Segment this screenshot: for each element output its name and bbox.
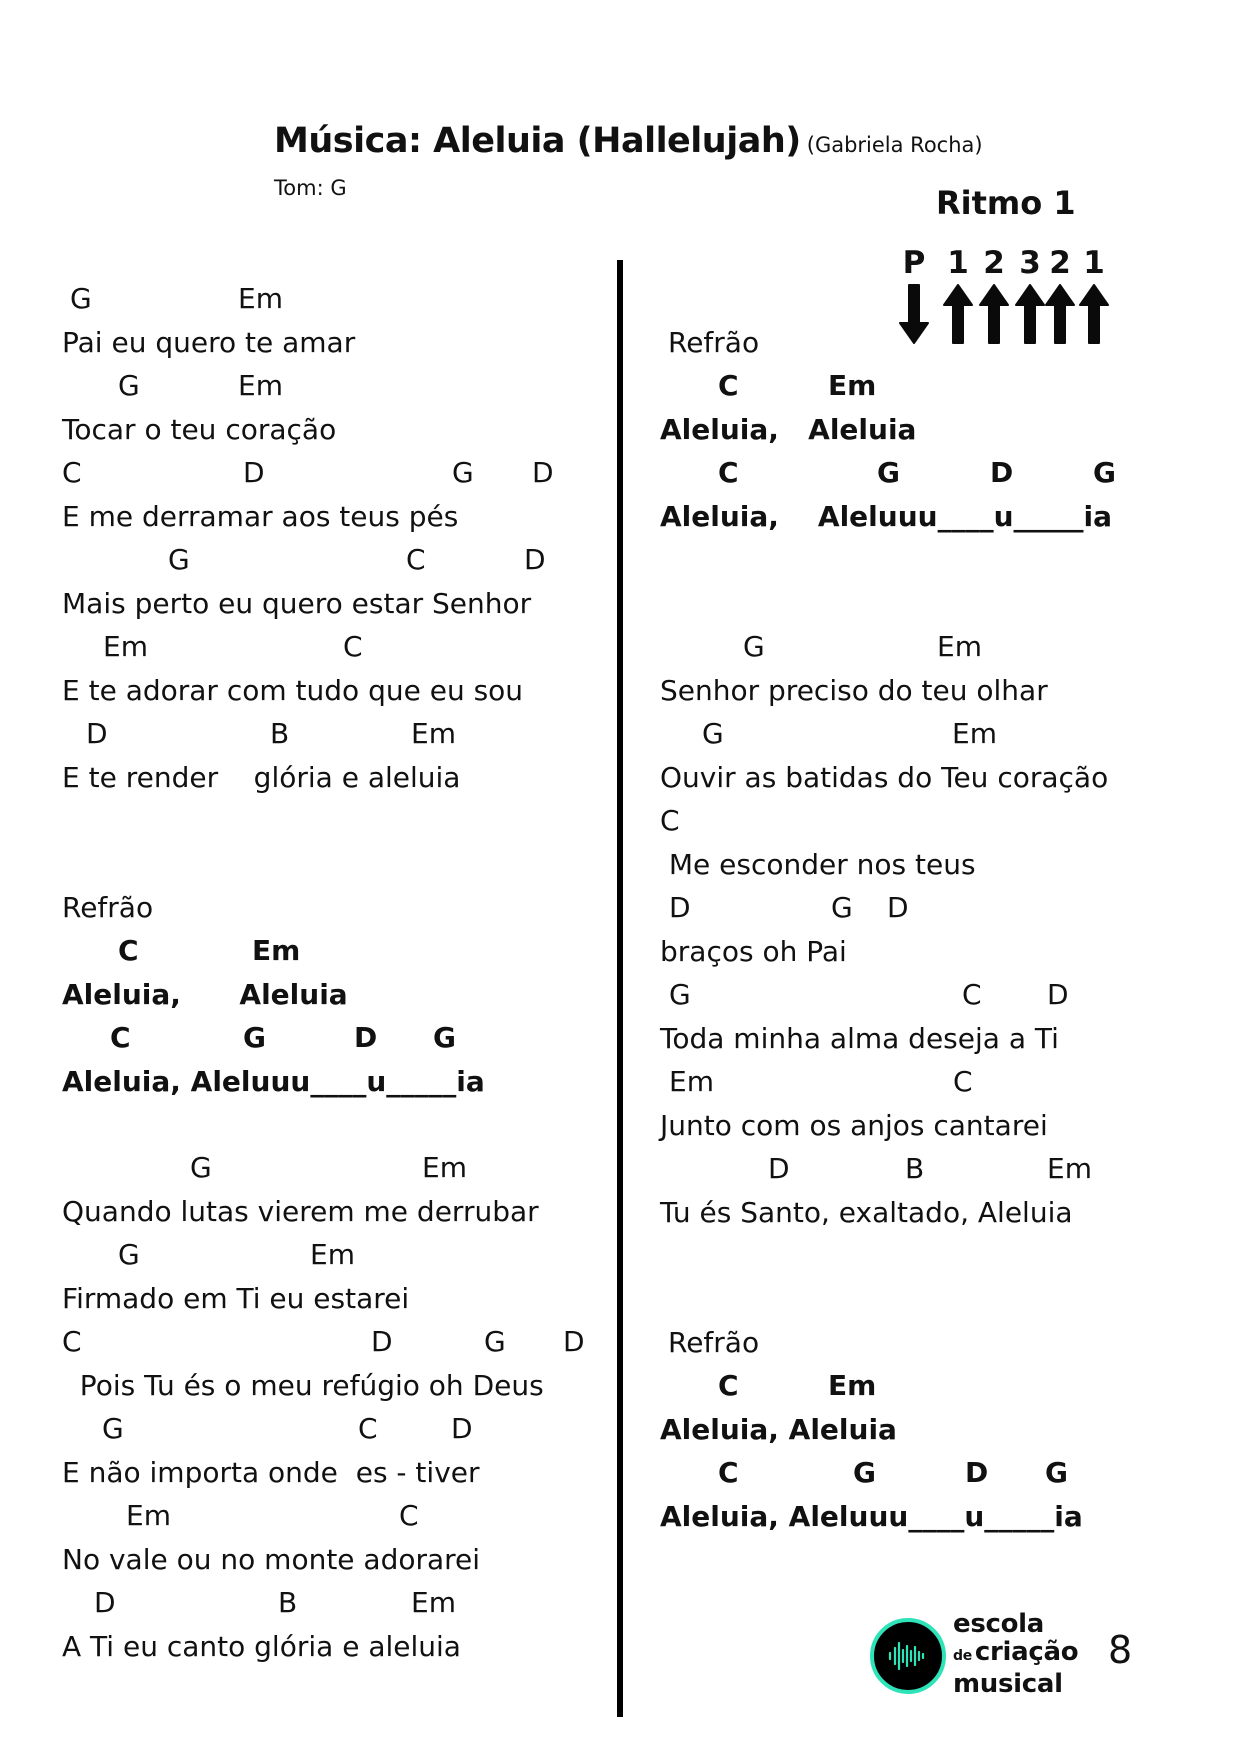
song-key: Tom: G (274, 176, 347, 200)
chord: D (965, 1456, 989, 1489)
chord: G (452, 456, 474, 489)
rhythm-title: Ritmo 1 (936, 184, 1076, 222)
chord: G (433, 1021, 456, 1054)
chord: D (768, 1152, 790, 1185)
chord: D (371, 1325, 393, 1358)
chord: C (62, 1325, 82, 1358)
chord: D (1047, 978, 1069, 1011)
lyric-line: braços oh Pai (660, 935, 847, 968)
strum-label: 3 (1019, 245, 1041, 281)
arrow-up-icon (942, 283, 974, 345)
page-number: 8 (1108, 1628, 1133, 1672)
arrow-up-icon (1014, 283, 1046, 345)
chord: D (354, 1021, 378, 1054)
chord: Em (310, 1238, 355, 1271)
chord: G (831, 891, 853, 924)
lyric-line: E me derramar aos teus pés (62, 500, 459, 533)
chord: C (62, 456, 82, 489)
chord: B (905, 1152, 925, 1185)
chord: D (887, 891, 909, 924)
lyric-line: Toda minha alma deseja a Ti (660, 1022, 1059, 1055)
arrow-up-icon (1078, 283, 1110, 345)
lyric-line: Firmado em Ti eu estarei (62, 1282, 410, 1315)
chord: D (94, 1586, 116, 1619)
chord: G (669, 978, 691, 1011)
chord: Em (411, 1586, 456, 1619)
arrow-down-icon (898, 283, 930, 345)
chord: G (484, 1325, 506, 1358)
lyric-line: E te adorar com tudo que eu sou (62, 674, 524, 707)
artist-name: (Gabriela Rocha) (806, 133, 983, 157)
chord: Em (238, 369, 283, 402)
strum-label: P (902, 245, 926, 281)
chord: B (270, 717, 290, 750)
strum-label: 1 (947, 245, 969, 281)
lyric-line: No vale ou no monte adorarei (62, 1543, 481, 1576)
chord: D (532, 456, 554, 489)
lyric-line: Pai eu quero te amar (62, 326, 356, 359)
lyric-line: Aleluia, Aleluuu____u_____ia (62, 1065, 485, 1098)
lyric-line: Mais perto eu quero estar Senhor (62, 587, 532, 620)
lyric-line: Aleluia, Aleluuu____u_____ia (660, 1500, 1083, 1533)
lyric-line: Quando lutas vierem me derrubar (62, 1195, 539, 1228)
chord: Em (937, 630, 982, 663)
lyric-line: Senhor preciso do teu olhar (660, 674, 1048, 707)
chord: D (243, 456, 265, 489)
song-title-text: Música: Aleluia (Hallelujah) (274, 121, 801, 161)
chord: G (190, 1151, 212, 1184)
chord: Em (126, 1499, 171, 1532)
chord: Em (828, 1369, 877, 1402)
chord: Em (1047, 1152, 1092, 1185)
chord: D (669, 891, 691, 924)
chord: G (243, 1021, 266, 1054)
section-label: Refrão (668, 326, 760, 359)
chord: G (102, 1412, 124, 1445)
song-title (274, 121, 983, 161)
chord: C (399, 1499, 419, 1532)
chord: C (110, 1021, 131, 1054)
chord: D (451, 1412, 473, 1445)
arrow-up-icon (1044, 283, 1076, 345)
chord: Em (952, 717, 997, 750)
chord: C (718, 1369, 739, 1402)
chord: G (118, 369, 140, 402)
section-label: Refrão (62, 891, 154, 924)
soundwave-icon (888, 1642, 928, 1670)
lyric-line: Aleluia, Aleluia (62, 978, 348, 1011)
chord: Em (422, 1151, 467, 1184)
chord: D (563, 1325, 585, 1358)
chord: B (278, 1586, 298, 1619)
strum-label: 1 (1083, 245, 1105, 281)
chord: C (118, 934, 139, 967)
lyric-line: A Ti eu canto glória e aleluia (62, 1630, 461, 1663)
chord: Em (252, 934, 301, 967)
strum-label: 2 (1049, 245, 1071, 281)
chord: C (953, 1065, 973, 1098)
chord: C (358, 1412, 378, 1445)
chord: G (877, 456, 900, 489)
chord: G (702, 717, 724, 750)
column-divider (617, 260, 623, 1717)
chord: G (168, 543, 190, 576)
chord: G (118, 1238, 140, 1271)
lyric-line: E não importa onde es - tiver (62, 1456, 480, 1489)
chord: C (718, 456, 739, 489)
chord: G (1093, 456, 1116, 489)
lyric-line: Tu és Santo, exaltado, Aleluia (660, 1196, 1073, 1229)
chord: D (86, 717, 108, 750)
chord: C (962, 978, 982, 1011)
brand-line-1: escola (953, 1609, 1045, 1639)
brand-name (953, 1610, 1078, 1698)
section-label: Refrão (668, 1326, 760, 1359)
chord: Em (238, 282, 283, 315)
chord: D (990, 456, 1014, 489)
chord: C (406, 543, 426, 576)
lyric-line: Me esconder nos teus (660, 848, 976, 881)
lyric-line: E te render glória e aleluia (62, 761, 461, 794)
chord: Em (411, 717, 456, 750)
chord: G (853, 1456, 876, 1489)
lyric-line: Tocar o teu coração (62, 413, 337, 446)
lyric-line: Junto com os anjos cantarei (660, 1109, 1048, 1142)
chord: G (743, 630, 765, 663)
strum-label: 2 (983, 245, 1005, 281)
strum-pattern (898, 245, 1118, 345)
chord: Em (669, 1065, 714, 1098)
chord: G (70, 282, 92, 315)
brand-line-2 (953, 1638, 1078, 1670)
chord: C (660, 804, 680, 837)
lyric-line: Pois Tu és o meu refúgio oh Deus (62, 1369, 544, 1402)
chord: G (1045, 1456, 1068, 1489)
brand-line-3: musical (953, 1669, 1063, 1699)
chord: C (718, 1456, 739, 1489)
chord: C (718, 369, 739, 402)
lyric-line: Ouvir as batidas do Teu coração (660, 761, 1109, 794)
lyric-line: Aleluia, Aleluia (660, 1413, 897, 1446)
chord: D (524, 543, 546, 576)
chord: Em (828, 369, 877, 402)
lyric-line: Aleluia, Aleluuu____u_____ia (660, 500, 1112, 533)
brand-criacao: criação (974, 1637, 1079, 1667)
arrow-up-icon (978, 283, 1010, 345)
brand-logo-icon (870, 1618, 946, 1694)
chord: C (343, 630, 363, 663)
chord: Em (103, 630, 148, 663)
brand-de: de (953, 1648, 972, 1664)
lyric-line: Aleluia, Aleluia (660, 413, 917, 446)
